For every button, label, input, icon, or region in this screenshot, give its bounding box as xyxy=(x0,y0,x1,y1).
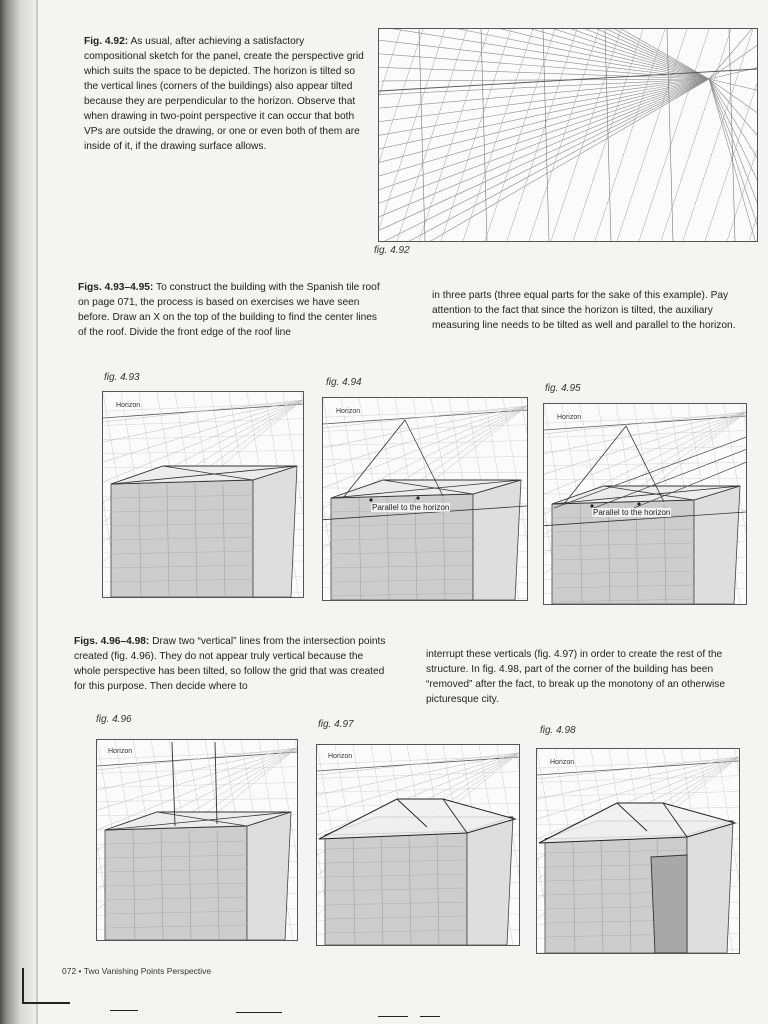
grid-line xyxy=(537,775,739,783)
figs93-95-text-left: To construct the building with the Spanish tile roof on page 071, the process is based on exercises we have seen before. Draw an X on the top of the building to find the center lines of the roof. Divide the front edge of the roof line xyxy=(78,282,380,338)
figs93-95-paragraph-right xyxy=(432,288,754,333)
grid-line xyxy=(544,430,746,438)
figs96-98-text-left: Draw two “vertical” lines from the intersection points created (fig. 4.96). They do not appear truly vertical because the whole perspective has been tilted, so follow the grid that was created for this purpose. Then decide where to xyxy=(74,636,386,692)
fig94-caption: fig. 4.94 xyxy=(326,377,362,388)
building-front-face xyxy=(105,826,247,940)
fig94-horizon-label: Horizon xyxy=(336,408,361,415)
grid-line xyxy=(103,418,303,426)
crop-mark-bottom-4 xyxy=(420,1016,440,1017)
grid-line xyxy=(317,787,519,793)
perspective-line-left xyxy=(379,79,709,241)
building-side-face xyxy=(473,480,521,600)
grid-line xyxy=(537,791,739,797)
fig98-building-sketch xyxy=(537,749,739,953)
figs93-95-paragraph-left xyxy=(78,280,384,340)
figs96-98-paragraph-left xyxy=(74,634,392,694)
vertical-line xyxy=(481,29,487,241)
fig93-building-sketch xyxy=(103,392,303,597)
figs96-98-label: Figs. 4.96–4.98: xyxy=(74,636,150,647)
division-point xyxy=(416,496,419,499)
division-point xyxy=(637,502,640,505)
grid-line xyxy=(97,766,297,774)
building-side-face xyxy=(687,821,733,953)
grid-line xyxy=(735,749,739,953)
grid-line xyxy=(295,740,297,940)
fig97-caption: fig. 4.97 xyxy=(318,719,354,730)
perspective-line-secondary xyxy=(529,29,599,241)
grid-line xyxy=(323,440,527,446)
grid-line xyxy=(544,446,746,452)
perspective-line-secondary xyxy=(485,29,555,241)
fig92-text: As usual, after achieving a satisfactory compositional sketch for the panel, create the perspective grid which suits the space to be depicted. The horizon is tilted so the vertical lines (corners of the buildings) also appear tilted because they are perpendicular to the horizon. Observe that when drawing in two-point perspective it can occur that both VPs are outside the drawing, or one or even both of them are inside of it, if the drawing surface allows. xyxy=(84,36,364,152)
crop-mark-bottom-1 xyxy=(110,1010,138,1011)
fig95-caption: fig. 4.95 xyxy=(545,383,581,394)
crop-mark-bottom-3 xyxy=(378,1016,408,1017)
perspective-line-left xyxy=(379,79,709,241)
fig94-drawing xyxy=(322,397,528,601)
grid-line xyxy=(544,478,746,480)
grid-line xyxy=(301,392,303,597)
fig98-horizon-label: Horizon xyxy=(550,759,575,766)
grid-line xyxy=(317,771,519,779)
fig96-drawing xyxy=(96,739,298,941)
perspective-line-left xyxy=(379,79,709,241)
perspective-ray xyxy=(323,406,527,468)
fig96-building-sketch xyxy=(97,740,297,940)
perspective-line-secondary xyxy=(379,29,445,241)
perspective-line-right xyxy=(709,65,757,79)
crop-mark-bottom-2 xyxy=(236,1012,282,1013)
perspective-line-right xyxy=(709,37,757,79)
fig94-building-sketch xyxy=(323,398,527,600)
perspective-line-secondary xyxy=(441,29,511,241)
fig95-building-sketch xyxy=(544,404,746,604)
fig92-paragraph xyxy=(84,34,366,154)
fig95-parallel-label: Parallel to the horizon xyxy=(593,508,671,517)
fig93-horizon-label: Horizon xyxy=(116,402,141,409)
building-front-face xyxy=(325,831,467,945)
perspective-line-secondary xyxy=(397,29,467,241)
perspective-line-secondary xyxy=(683,29,753,241)
fig94-parallel-label: Parallel to the horizon xyxy=(372,503,450,512)
division-point xyxy=(369,498,372,501)
fig95-horizon-label: Horizon xyxy=(557,414,582,421)
perspective-ray xyxy=(97,748,297,810)
fig93-caption: fig. 4.93 xyxy=(104,372,140,383)
perspective-line-left xyxy=(379,79,709,193)
vertical-line xyxy=(729,29,735,241)
fig97-horizon-label: Horizon xyxy=(328,753,353,760)
figs96-98-paragraph-right xyxy=(426,647,750,707)
fig98-drawing xyxy=(536,748,740,954)
crop-mark-vertical xyxy=(22,968,24,1004)
figs96-98-text-right: interrupt these verticals (fig. 4.97) in order to create the rest of the structure. In fig. 4.98, part of the corner of the building has been “removed” after the fact, to break up the monotony of an otherwise picturesque city. xyxy=(426,649,725,705)
fig95-drawing xyxy=(543,403,747,605)
building-side-face xyxy=(694,486,740,604)
perspective-line-secondary xyxy=(749,29,757,241)
fig98-caption: fig. 4.98 xyxy=(540,725,576,736)
grid-line xyxy=(515,745,519,945)
fig92-perspective-grid xyxy=(379,29,757,241)
page-binding-shadow xyxy=(0,0,40,1024)
grid-line xyxy=(742,404,746,604)
vertical-line xyxy=(543,29,549,241)
binding-line xyxy=(36,0,38,1024)
page-footer: 072 • Two Vanishing Points Perspective xyxy=(62,966,212,976)
figs93-95-text-right: in three parts (three equal parts for the sake of this example). Pay attention to the fact that since the horizon is tilted, the auxiliary measuring line needs to be tilted as well and parallel to the horizon. xyxy=(432,290,736,331)
grid-line xyxy=(323,424,527,432)
perspective-line-left xyxy=(379,79,709,109)
building-side-face xyxy=(467,817,513,945)
fig92-drawing xyxy=(378,28,758,242)
building-side-face xyxy=(247,812,291,940)
fig96-horizon-label: Horizon xyxy=(108,748,133,755)
fig92-caption: fig. 4.92 xyxy=(374,245,410,256)
grid-line xyxy=(521,398,527,600)
fig97-drawing xyxy=(316,744,520,946)
perspective-line-secondary xyxy=(419,29,489,241)
fig97-building-sketch xyxy=(317,745,519,945)
fig96-caption: fig. 4.96 xyxy=(96,714,132,725)
perspective-line-secondary xyxy=(727,29,757,241)
perspective-line-left xyxy=(379,79,709,123)
perspective-line-left xyxy=(379,79,709,207)
perspective-ray xyxy=(323,406,527,488)
removed-corner xyxy=(651,855,687,953)
building-side-face xyxy=(253,466,297,597)
perspective-ray xyxy=(544,412,746,494)
fig93-drawing xyxy=(102,391,304,598)
vertical-line xyxy=(419,29,425,241)
fig92-label: Fig. 4.92: xyxy=(84,36,129,47)
crop-mark-horizontal xyxy=(22,1002,70,1004)
figs93-95-label: Figs. 4.93–4.95: xyxy=(78,282,154,293)
perspective-line-secondary xyxy=(551,29,621,241)
perspective-line-secondary xyxy=(507,29,577,241)
